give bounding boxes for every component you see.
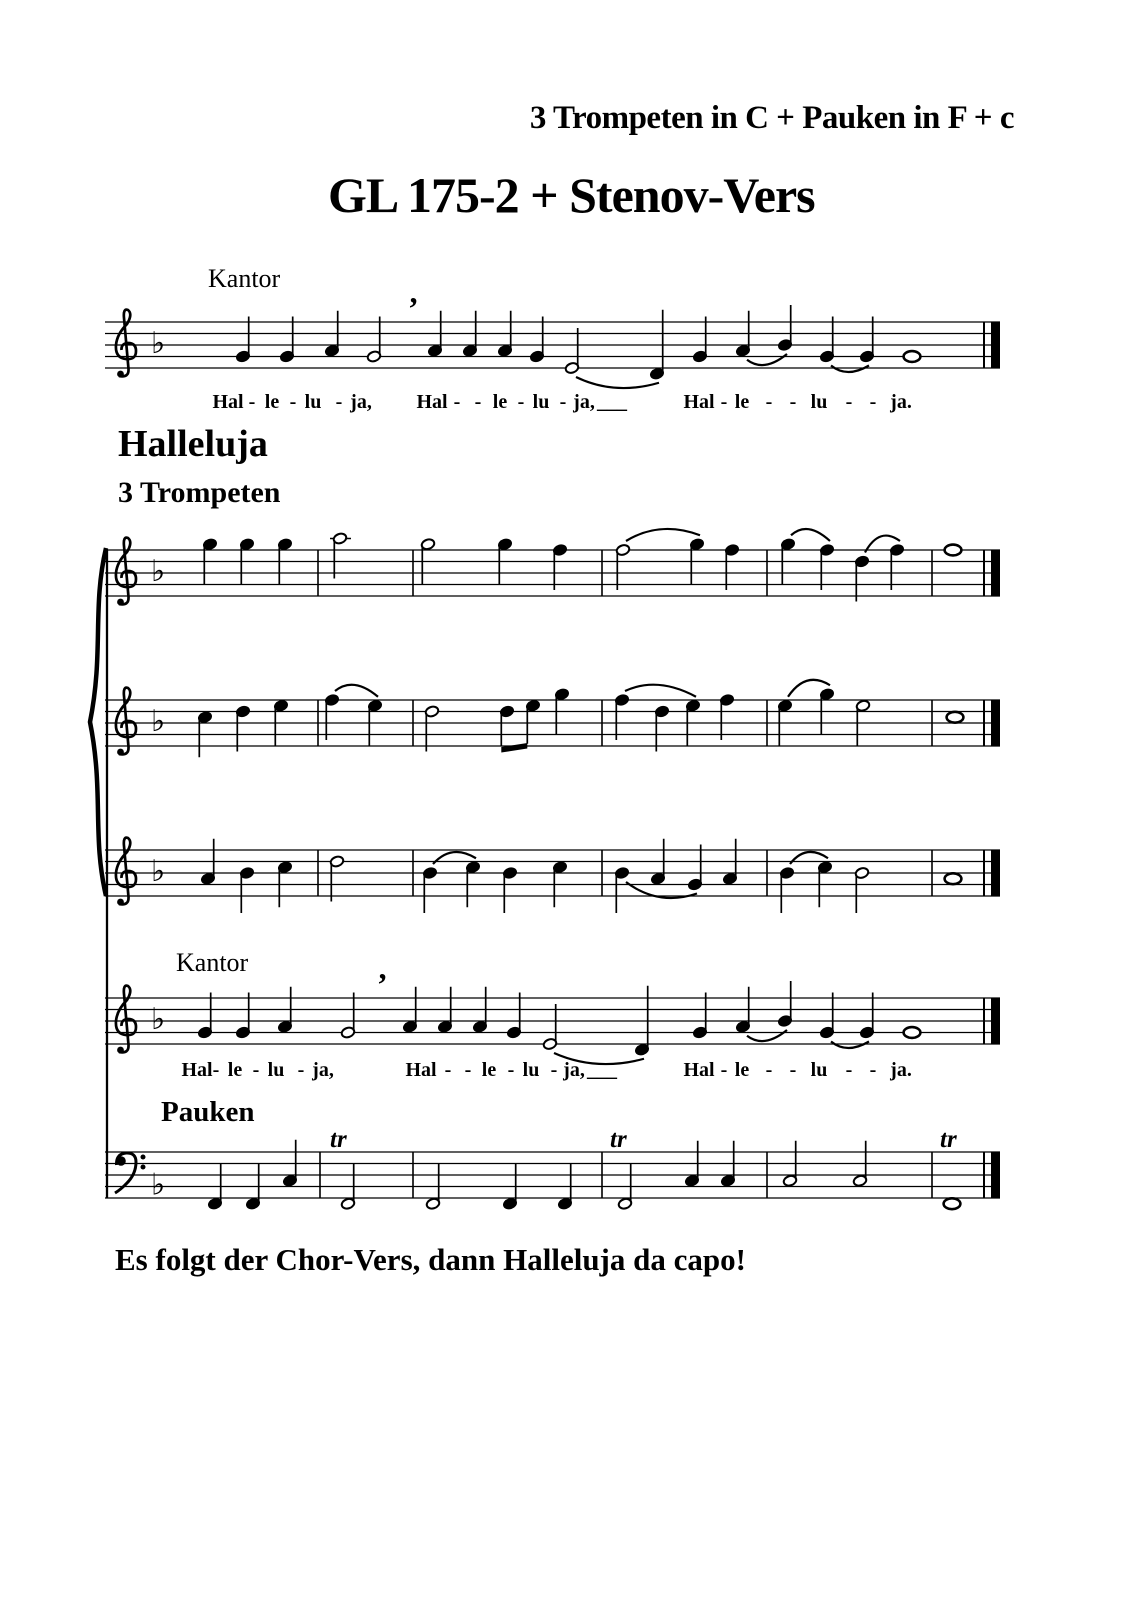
final-barline-thick bbox=[991, 1152, 1000, 1198]
treble-clef-icon bbox=[116, 838, 136, 905]
note-h bbox=[854, 867, 869, 913]
slur-tie bbox=[831, 1042, 869, 1049]
note-w bbox=[904, 1027, 921, 1038]
note-q bbox=[859, 317, 874, 363]
treble-clef-icon bbox=[116, 310, 136, 377]
lyric-syllable: ja. bbox=[890, 1059, 912, 1081]
pauken-heading: Pauken bbox=[161, 1096, 255, 1128]
staff-trumpet-3 bbox=[105, 838, 1000, 913]
kantor-label-1: Kantor bbox=[208, 264, 281, 293]
note-q bbox=[819, 544, 834, 590]
instrumentation-heading: 3 Trompeten in C + Pauken in F + c bbox=[529, 100, 1014, 136]
note-w bbox=[944, 1198, 961, 1209]
note-q bbox=[614, 867, 629, 913]
lyric-syllable: lu bbox=[522, 1059, 540, 1081]
lyric-syllable: - bbox=[474, 391, 482, 413]
key-signature-flat-icon: ♭ bbox=[151, 704, 166, 739]
final-barline-thick bbox=[991, 850, 1000, 896]
note-q bbox=[239, 867, 254, 913]
lyric-syllable: - bbox=[252, 1059, 260, 1081]
key-signature-flat-icon: ♭ bbox=[151, 854, 166, 889]
slur-tie bbox=[433, 852, 476, 864]
slur-tie bbox=[831, 366, 869, 373]
note-q bbox=[235, 993, 250, 1039]
lyric-syllable: le bbox=[227, 1059, 243, 1081]
note-q bbox=[692, 317, 707, 363]
eighth-beam bbox=[501, 743, 527, 753]
lyric-syllable: lu bbox=[532, 391, 550, 413]
note-e bbox=[499, 705, 514, 746]
lyric-syllable: lu bbox=[267, 1059, 285, 1081]
slur-tie bbox=[747, 354, 787, 365]
note-q bbox=[502, 867, 517, 913]
lyric-syllable: le bbox=[734, 391, 750, 413]
lyric-syllable: - bbox=[559, 391, 567, 413]
staff-pauken bbox=[105, 1126, 1000, 1210]
note-h bbox=[542, 1004, 557, 1050]
lyric-syllable: Hal bbox=[416, 391, 448, 413]
note-q bbox=[235, 705, 250, 751]
lyric-syllable: - bbox=[720, 391, 728, 413]
lyric-syllable: - bbox=[765, 1059, 773, 1081]
slur-tie bbox=[625, 685, 696, 697]
breath-mark: ’ bbox=[408, 290, 419, 326]
footer-instruction: Es folgt der Chor-Vers, dann Halleluja da capo! bbox=[115, 1242, 746, 1277]
lyric-syllable: - bbox=[335, 391, 343, 413]
lyric-syllable: Hal bbox=[181, 1059, 213, 1081]
trill-mark: tr bbox=[610, 1126, 627, 1153]
note-h bbox=[615, 544, 630, 590]
note-q bbox=[854, 555, 869, 601]
note-q bbox=[506, 993, 521, 1039]
note-q bbox=[889, 544, 904, 590]
lyric-syllable: - bbox=[789, 391, 797, 413]
lyric-syllable: lu bbox=[810, 391, 828, 413]
lyric-syllable: Hal bbox=[683, 1059, 715, 1081]
note-q bbox=[859, 993, 874, 1039]
note-q bbox=[279, 317, 294, 363]
lyric-syllable: - bbox=[444, 1059, 452, 1081]
page-title: GL 175-2 + Stenov-Vers bbox=[328, 167, 815, 223]
lyric-syllable: Hal bbox=[405, 1059, 437, 1081]
slur-tie bbox=[790, 852, 828, 864]
key-signature-flat-icon: ♭ bbox=[151, 554, 166, 589]
note-q bbox=[552, 544, 567, 590]
slur-tie bbox=[335, 685, 378, 697]
note-q bbox=[529, 317, 544, 363]
lyric-syllable: - bbox=[720, 1059, 728, 1081]
note-h bbox=[424, 705, 439, 751]
note-q bbox=[324, 694, 339, 740]
final-barline-thick bbox=[991, 322, 1000, 368]
note-q bbox=[614, 694, 629, 740]
note-w bbox=[947, 712, 964, 723]
note-q bbox=[692, 993, 707, 1039]
key-signature-flat-icon: ♭ bbox=[151, 326, 166, 361]
note-w bbox=[945, 873, 962, 884]
trumpets-heading: 3 Trompeten bbox=[118, 476, 281, 509]
lyric-syllable: ja, bbox=[573, 391, 595, 413]
lyric-syllable: - bbox=[289, 391, 297, 413]
lyric-syllable: le bbox=[734, 1059, 750, 1081]
lyric-syllable: - bbox=[845, 391, 853, 413]
note-h bbox=[340, 993, 355, 1039]
lyrics-line-1 bbox=[0, 391, 1131, 417]
treble-clef-icon bbox=[116, 538, 136, 605]
trill-mark: tr bbox=[940, 1126, 957, 1153]
note-q bbox=[235, 317, 250, 363]
slur-tie bbox=[791, 529, 830, 541]
lyric-syllable: lu bbox=[810, 1059, 828, 1081]
note-h bbox=[366, 317, 381, 363]
note-q bbox=[777, 305, 792, 351]
lyric-syllable: Hal bbox=[683, 391, 715, 413]
lyric-syllable: - bbox=[453, 391, 461, 413]
lyric-syllable: le bbox=[481, 1059, 497, 1081]
lyric-syllable: ja. bbox=[890, 391, 912, 413]
kantor-label-2: Kantor bbox=[176, 948, 249, 977]
lyric-syllable: - bbox=[869, 1059, 877, 1081]
lyric-syllable: lu bbox=[304, 391, 322, 413]
system-brace-icon bbox=[90, 548, 106, 896]
note-q bbox=[819, 317, 834, 363]
lyric-syllable: ja, bbox=[563, 1059, 585, 1081]
lyric-syllable: - bbox=[507, 1059, 515, 1081]
staff-kantor-2 bbox=[105, 966, 1000, 1064]
final-barline-thick bbox=[991, 700, 1000, 746]
trill-mark: tr bbox=[330, 1126, 347, 1153]
note-q bbox=[687, 845, 702, 891]
lyric-syllable: - bbox=[869, 391, 877, 413]
staff-trumpet-2 bbox=[105, 680, 1000, 757]
note-h bbox=[564, 328, 579, 374]
key-signature-flat-icon: ♭ bbox=[151, 1002, 166, 1037]
lyric-syllable: Hal bbox=[212, 391, 244, 413]
lyrics-line-2 bbox=[0, 1059, 1131, 1085]
note-w bbox=[945, 545, 962, 556]
lyric-syllable: - bbox=[464, 1059, 472, 1081]
note-q bbox=[779, 867, 794, 913]
note-q bbox=[819, 993, 834, 1039]
note-w bbox=[904, 351, 921, 362]
lyric-syllable: - bbox=[297, 1059, 305, 1081]
slur-tie bbox=[747, 1030, 787, 1041]
note-q bbox=[719, 694, 734, 740]
key-signature-flat-icon: ♭ bbox=[151, 1167, 166, 1203]
halleluja-heading: Halleluja bbox=[118, 423, 268, 465]
note-q bbox=[654, 705, 669, 751]
lyric-syllable: le bbox=[264, 391, 280, 413]
lyric-syllable: - bbox=[517, 391, 525, 413]
slur-tie bbox=[576, 377, 659, 388]
staff-trumpet-1 bbox=[105, 529, 1000, 605]
note-q bbox=[422, 867, 437, 913]
note-e bbox=[525, 699, 540, 743]
lyric-syllable: ja, bbox=[350, 391, 372, 413]
staff-kantor-1 bbox=[105, 290, 1000, 388]
lyric-syllable: - bbox=[765, 391, 773, 413]
note-q bbox=[724, 544, 739, 590]
lyric-syllable: - bbox=[550, 1059, 558, 1081]
breath-mark: ’ bbox=[377, 966, 388, 1002]
lyric-syllable: ___ bbox=[587, 1059, 617, 1081]
lyric-syllable: ___ bbox=[597, 391, 627, 413]
lyric-syllable: le bbox=[492, 391, 508, 413]
lyric-syllable: ja, bbox=[312, 1059, 334, 1081]
note-q bbox=[777, 981, 792, 1027]
note-h bbox=[329, 855, 344, 901]
lyric-syllable: - bbox=[789, 1059, 797, 1081]
note-q bbox=[197, 993, 212, 1039]
treble-clef-icon bbox=[116, 688, 136, 755]
final-barline-thick bbox=[991, 550, 1000, 596]
final-barline-thick bbox=[991, 998, 1000, 1044]
note-h bbox=[330, 532, 351, 578]
slur-tie bbox=[626, 529, 700, 541]
lyric-syllable: - bbox=[845, 1059, 853, 1081]
lyric-syllable: - bbox=[248, 391, 256, 413]
treble-clef-icon bbox=[116, 986, 136, 1053]
lyric-syllable: - bbox=[212, 1059, 220, 1081]
